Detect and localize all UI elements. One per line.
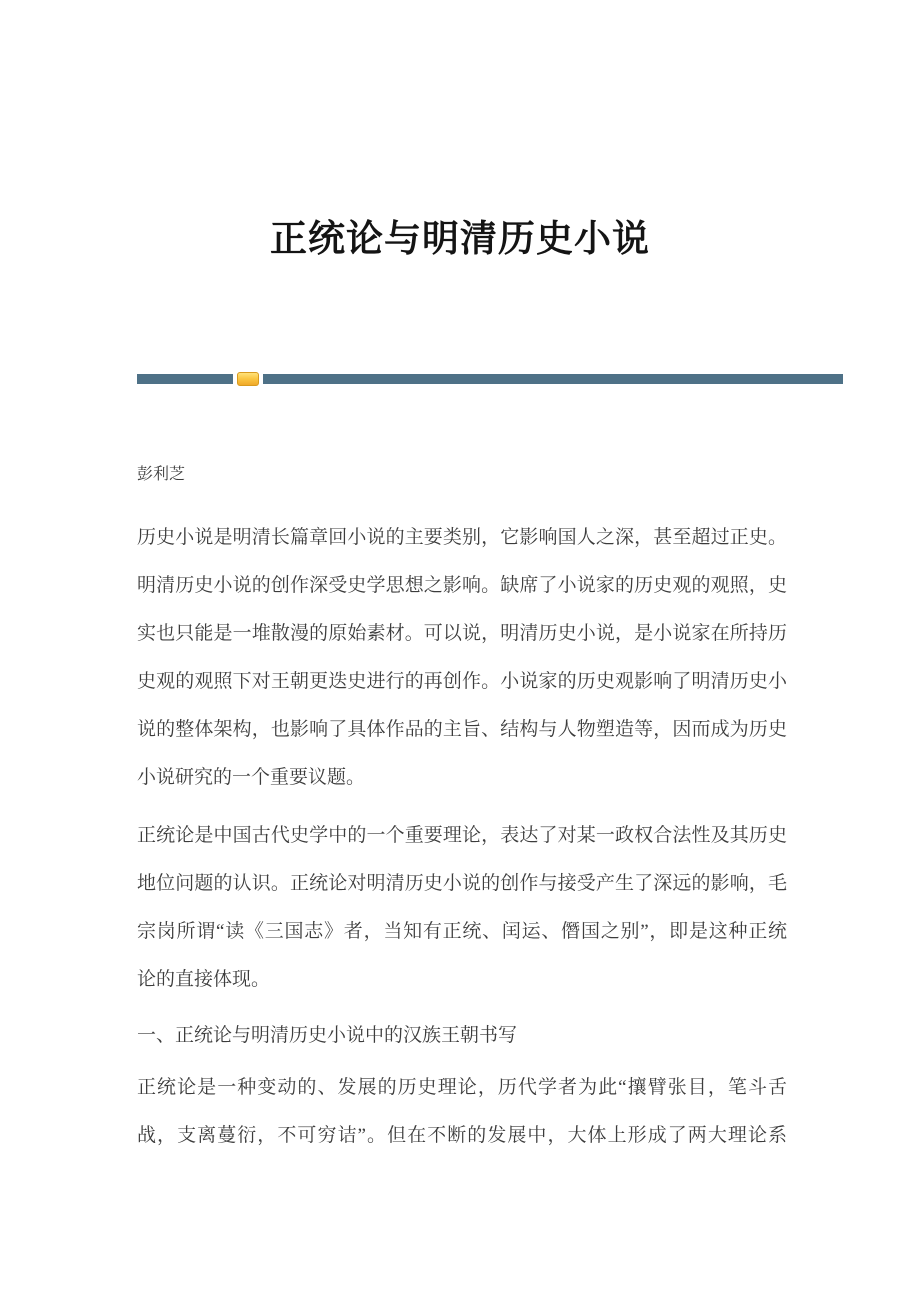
text-line: 宗岗所谓“读《三国志》者，当知有正统、闰运、僭国之别”，即是这种正统 xyxy=(137,921,787,942)
text-line: 地位问题的认识。正统论对明清历史小说的创作与接受产生了深远的影响，毛 xyxy=(137,873,787,894)
divider-bar-left xyxy=(137,374,233,384)
author-name: 彭利芝 xyxy=(137,466,186,483)
envelope-icon xyxy=(237,372,259,386)
text-line: 小说研究的一个重要议题。 xyxy=(137,767,366,788)
text-line: 实也只能是一堆散漫的原始素材。可以说，明清历史小说，是小说家在所持历 xyxy=(137,623,787,644)
paragraph-2 xyxy=(137,812,787,1004)
text-line: 史观的观照下对王朝更迭史进行的再创作。小说家的历史观影响了明清历史小 xyxy=(137,671,787,692)
article-title: 正统论与明清历史小说 xyxy=(270,219,650,260)
section-heading: 一、正统论与明清历史小说中的汉族王朝书写 xyxy=(137,1025,518,1046)
divider-bar-right xyxy=(263,374,843,384)
text-line: 历史小说是明清长篇章回小说的主要类别，它影响国人之深，甚至超过正史。 xyxy=(137,527,787,548)
text-line: 正统论是中国古代史学中的一个重要理论，表达了对某一政权合法性及其历史 xyxy=(137,825,787,846)
text-line: 战，支离蔓衍，不可穷诘”。但在不断的发展中，大体上形成了两大理论系 xyxy=(137,1125,787,1146)
section-heading-wrap xyxy=(137,1012,787,1060)
text-line: 明清历史小说的创作深受史学思想之影响。缺席了小说家的历史观的观照，史 xyxy=(137,575,787,596)
paragraph-3 xyxy=(137,1064,787,1160)
section-divider xyxy=(137,374,843,384)
article-body xyxy=(137,514,787,1160)
text-line: 说的整体架构，也影响了具体作品的主旨、结构与人物塑造等，因而成为历史 xyxy=(137,719,787,740)
text-line: 论的直接体现。 xyxy=(137,969,271,990)
paragraph-1 xyxy=(137,514,787,802)
text-line: 正统论是一种变动的、发展的历史理论，历代学者为此“攘臂张目，笔斗舌 xyxy=(137,1077,787,1098)
